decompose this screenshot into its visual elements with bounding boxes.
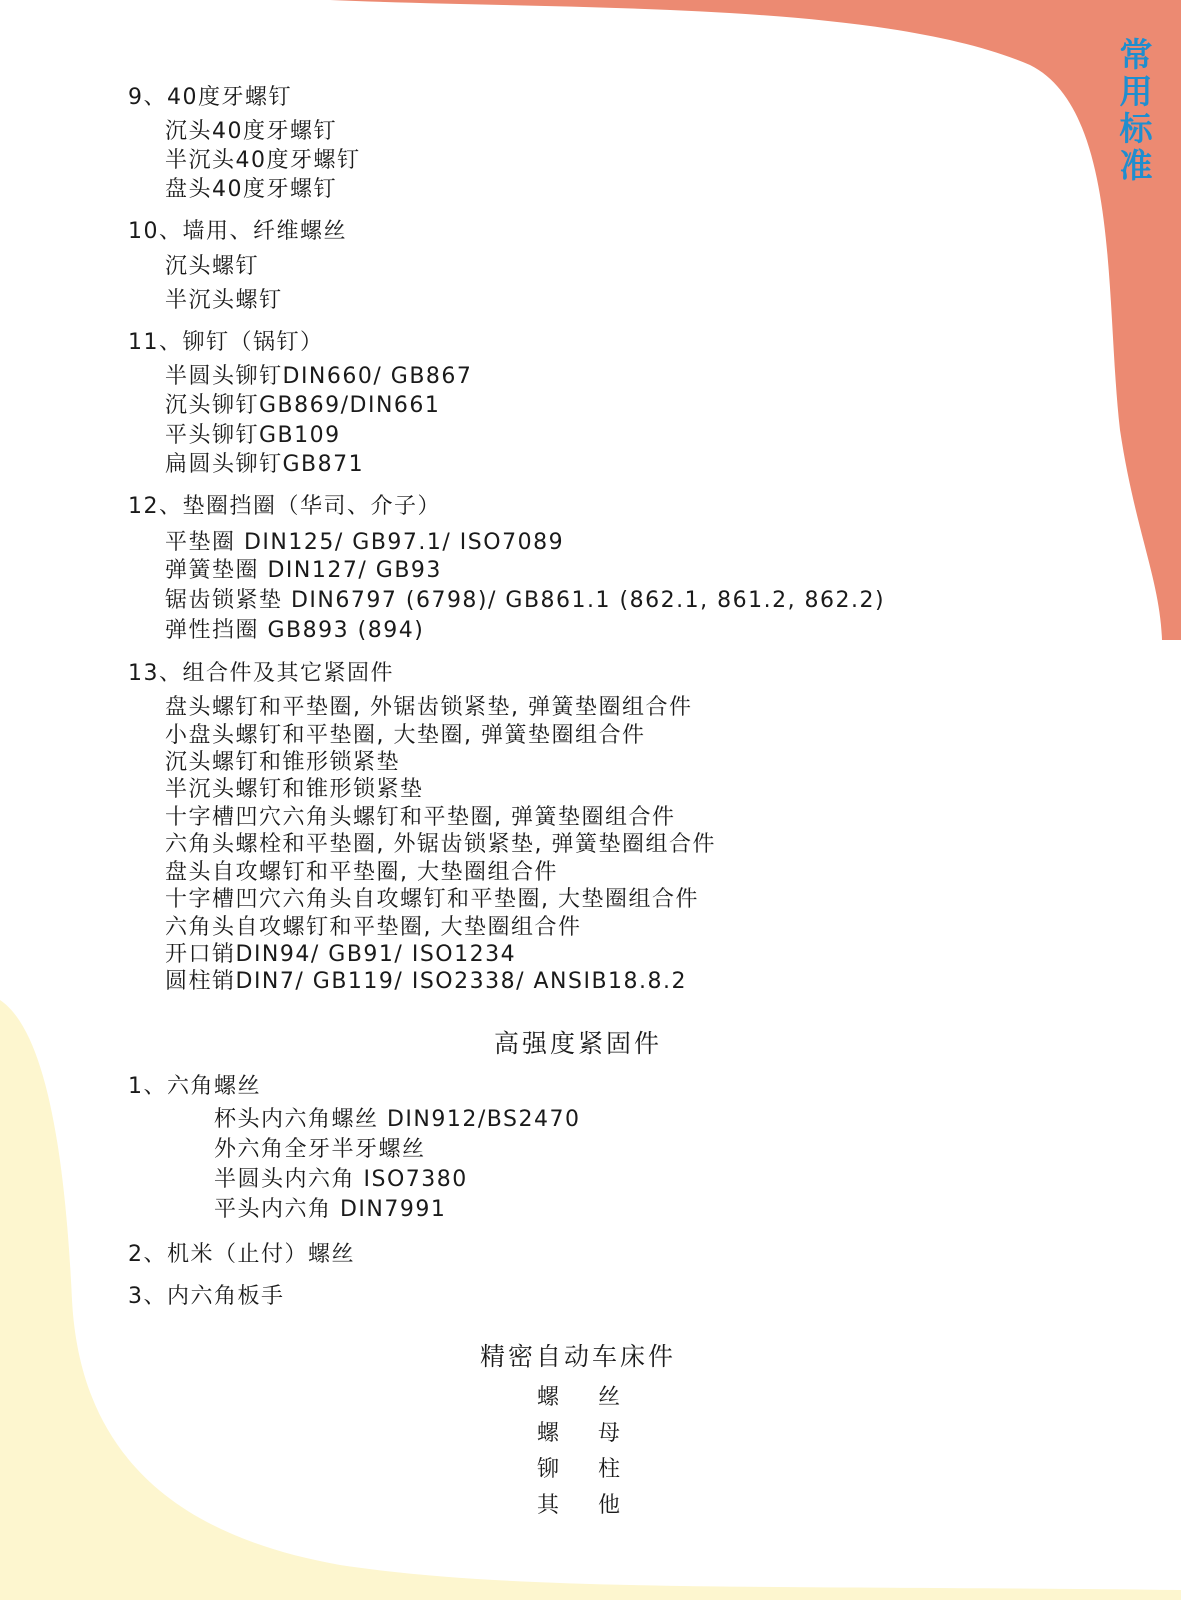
side-tab-char: 标 <box>1119 109 1153 148</box>
side-tab-char: 用 <box>1119 72 1153 111</box>
list-item: 盘头40度牙螺钉 <box>165 177 337 202</box>
list-item: 六角头自攻螺钉和平垫圈, 大垫圈组合件 <box>165 915 582 940</box>
precision-char: 柱 <box>598 1457 621 1482</box>
list-item: 沉头螺钉和锥形锁紧垫 <box>165 750 401 775</box>
list-item: 平头铆钉GB109 <box>165 423 341 448</box>
list-item: 盘头螺钉和平垫圈, 外锯齿锁紧垫, 弹簧垫圈组合件 <box>165 695 693 720</box>
precision-title: 精密自动车床件 <box>480 1342 677 1371</box>
section-heading: 13、组合件及其它紧固件 <box>128 661 394 686</box>
list-item: 盘头自攻螺钉和平垫圈, 大垫圈组合件 <box>165 860 558 885</box>
list-item: 小盘头螺钉和平垫圈, 大垫圈, 弹簧垫圈组合件 <box>165 723 646 748</box>
list-item: 杯头内六角螺丝 DIN912/BS2470 <box>214 1107 581 1132</box>
precision-char: 铆 <box>537 1457 560 1482</box>
list-item: 半沉头40度牙螺钉 <box>165 148 361 173</box>
precision-char: 螺 <box>537 1421 560 1446</box>
list-item: 锯齿锁紧垫 DIN6797 (6798)/ GB861.1 (862.1, 861.2, 862.2) <box>165 588 886 613</box>
section-heading: 11、铆钉（锅钉） <box>128 330 324 355</box>
list-item: 平头内六角 DIN7991 <box>214 1197 447 1222</box>
list-item: 十字槽凹穴六角头自攻螺钉和平垫圈, 大垫圈组合件 <box>165 887 699 912</box>
list-item: 六角头螺栓和平垫圈, 外锯齿锁紧垫, 弹簧垫圈组合件 <box>165 832 716 857</box>
list-item: 沉头铆钉GB869/DIN661 <box>165 393 441 418</box>
list-item: 半沉头螺钉 <box>165 288 283 313</box>
list-item: 开口销DIN94/ GB91/ ISO1234 <box>165 942 517 967</box>
precision-char: 母 <box>598 1421 621 1446</box>
precision-char: 螺 <box>537 1385 560 1410</box>
list-item: 半圆头内六角 ISO7380 <box>214 1167 468 1192</box>
side-tab-label <box>1114 36 1158 184</box>
precision-char: 他 <box>598 1493 621 1518</box>
list-item: 扁圆头铆钉GB871 <box>165 452 365 477</box>
high-strength-title: 高强度紧固件 <box>494 1029 663 1058</box>
section-heading: 2、机米（止付）螺丝 <box>128 1242 355 1267</box>
section-heading: 9、40度牙螺钉 <box>128 85 292 110</box>
precision-char: 丝 <box>598 1385 621 1410</box>
list-item: 沉头螺钉 <box>165 254 260 279</box>
list-item: 平垫圈 DIN125/ GB97.1/ ISO7089 <box>165 530 565 555</box>
list-item: 半沉头螺钉和锥形锁紧垫 <box>165 777 424 802</box>
list-item: 十字槽凹穴六角头螺钉和平垫圈, 弹簧垫圈组合件 <box>165 805 676 830</box>
list-item: 弹性挡圈 GB893 (894) <box>165 618 425 643</box>
list-item: 弹簧垫圈 DIN127/ GB93 <box>165 558 442 583</box>
section-heading: 12、垫圈挡圈（华司、介子） <box>128 494 441 519</box>
side-tab-char: 常 <box>1119 35 1153 74</box>
list-item: 半圆头铆钉DIN660/ GB867 <box>165 364 473 389</box>
side-tab-char: 准 <box>1119 146 1153 185</box>
list-item: 沉头40度牙螺钉 <box>165 119 337 144</box>
section-heading: 1、六角螺丝 <box>128 1074 261 1099</box>
section-heading: 10、墙用、纤维螺丝 <box>128 219 347 244</box>
list-item: 外六角全牙半牙螺丝 <box>214 1137 426 1162</box>
list-item: 圆柱销DIN7/ GB119/ ISO2338/ ANSIB18.8.2 <box>165 969 688 994</box>
section-heading: 3、内六角板手 <box>128 1284 285 1309</box>
precision-char: 其 <box>537 1493 560 1518</box>
